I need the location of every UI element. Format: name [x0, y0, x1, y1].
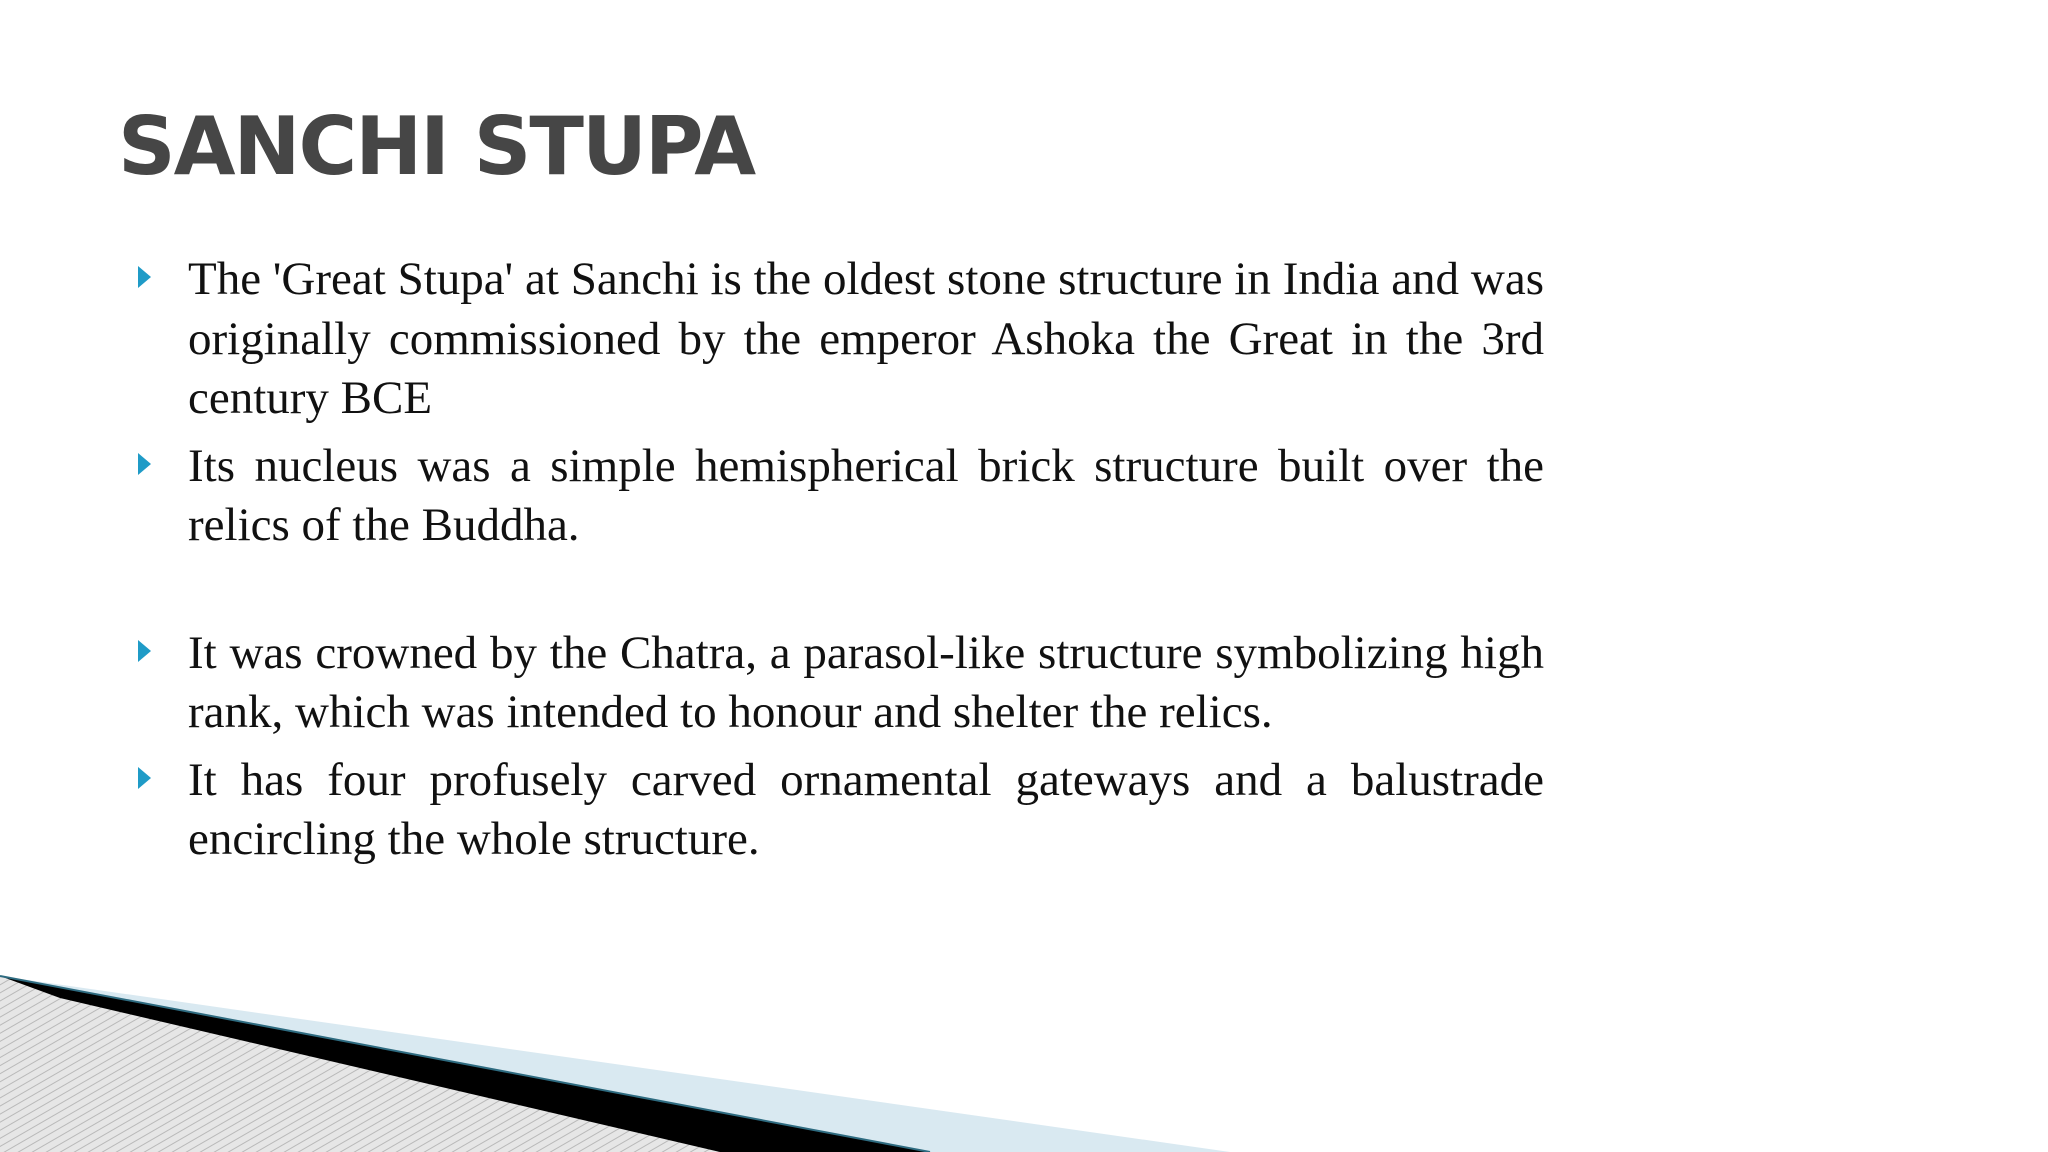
bullet-text: It was crowned by the Chatra, a parasol-like structure symbolizing high rank, which was intended to honour and shelter the relics.	[188, 626, 1544, 738]
bullet-text: It has four profusely carved ornamental gateways and a balustrade encircling the whole structure.	[188, 753, 1544, 865]
triangle-right-icon	[138, 640, 151, 662]
bullet-text: Its nucleus was a simple hemispherical brick structure built over the relics of the Buddha.	[188, 439, 1544, 551]
bullet-item	[188, 250, 1544, 429]
slide-title: SANCHI STUPA	[118, 100, 755, 193]
decorative-ribbon	[0, 960, 2048, 1152]
triangle-right-icon	[138, 266, 151, 288]
bullet-item	[188, 751, 1544, 870]
bullet-text: The 'Great Stupa' at Sanchi is the oldest stone structure in India and was originally commissioned by the emperor Ashoka the Great in the 3rd century BCE	[188, 253, 1544, 424]
bullet-list	[188, 250, 1544, 870]
triangle-right-icon	[138, 453, 151, 475]
bullet-item	[188, 624, 1544, 743]
bullet-item	[188, 437, 1544, 556]
triangle-right-icon	[138, 767, 151, 789]
